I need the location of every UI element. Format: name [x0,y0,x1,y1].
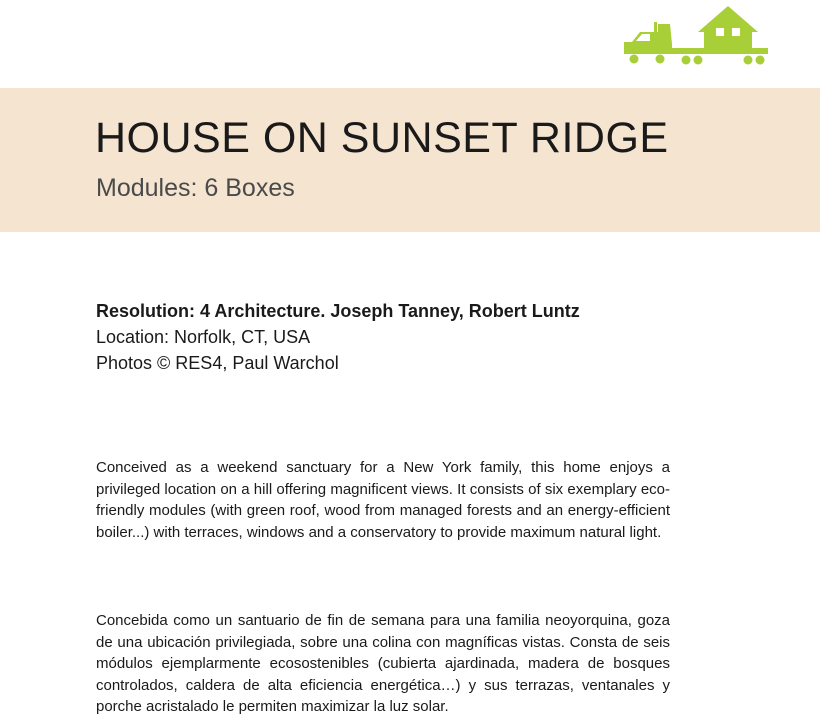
description-spanish: Concebida como un santuario de fin de semana para una familia neoyorquina, goza de una ubicación privilegiada, sobre una colina con magníficas vistas. Consta de seis módulos ejemplarmente ecosostenibles (cubierta ajardinada, madera de bosques controlados, caldera de alta eficiencia energética…) y sus terrazas, ventanales y porche acristalado le permiten maximizar la luz solar. [96,612,670,715]
architects-credit: Resolution: 4 Architecture. Joseph Tanney, Robert Luntz [96,301,580,321]
page-title: HOUSE ON SUNSET RIDGE [95,114,669,162]
location-credit: Location: Norfolk, CT, USA [96,327,311,347]
description-english: Conceived as a weekend sanctuary for a New York family, this home enjoys a privileged location on a hill offering magnificent views. It consists of six exemplary eco-friendly modules (with green roof, wood from managed forests and an energy-efficient boiler...) with terraces, windows and a conservatory to provide maximum natural light. [96,459,670,541]
truck-carrying-house-icon [620,4,770,68]
photos-credit: Photos © RES4, Paul Warchol [96,353,339,373]
page-subtitle: Modules: 6 Boxes [96,174,295,202]
project-credits [96,298,580,376]
